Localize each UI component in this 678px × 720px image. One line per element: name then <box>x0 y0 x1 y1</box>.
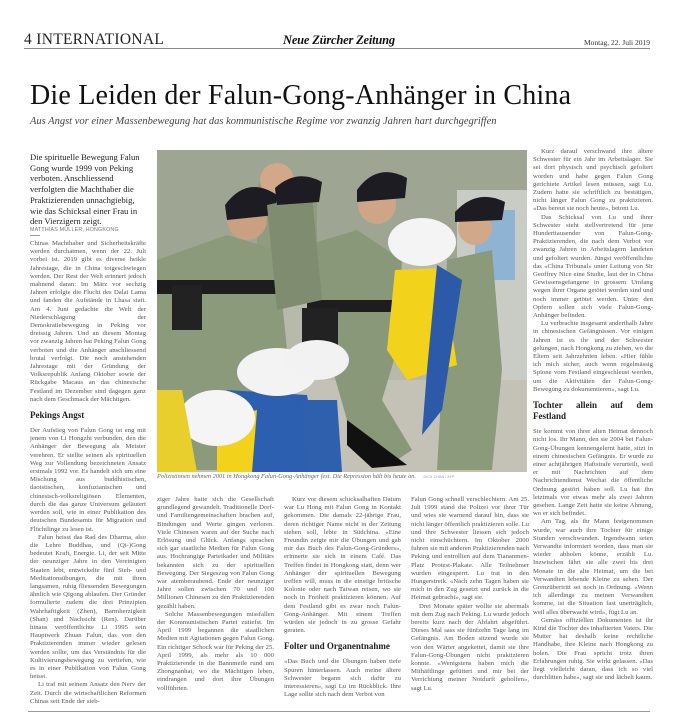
photo-caption-text: Polizistinnen nehmen 2001 in Hongkong Falun-Gong-Anhänger fest. Die Repression hält bis heute an. <box>157 473 416 480</box>
article-column-4 <box>411 496 529 706</box>
paragraph: Chinas Machthaber und Sicherheitskräfte werden durchatmen, wenn der 22. Juli vorbei ist. 2019 gibt es diverse heikle Jahrestage, die in China totgeschwiegen werden. Der Rest der Welt erinnert jedoch mahnend daran: Im März vor sechzig Jahren erfolgte die Flucht des Dalai Lama und fanden die Aufstände in Lhasa statt. Am 4. Juni gedachte die Welt der Niederschlagung der Demokratiebewegung in Peking vor dreissig Jahren. Und an diesem Montag vor zwanzig Jahren hat Peking Falun Gong verboten und die Anhänger anschliessend brutal verfolgt. Die noch anstehenden Jahrestage mit der Gründung der Volksrepublik Anfang Oktober sowie der Rückgabe Macaus an das chinesische Festland im Dezember sind dagegen ganz nach dem Geschmack der Mächtigen. <box>30 240 146 403</box>
masthead-divider <box>24 48 650 49</box>
paragraph: Solche Massenbewegungen missfallen der Kommunistischen Partei zutiefst. Im April 1999 begannen die staatlichen Medien mit Agitationen gegen Falun Gong. Ein richtiger Schock war für Peking der 25. April 1999, als mehr als 10 000 Praktizierende in die Bannmeile rund um Zhongnanhai, wo die Mächtigen leben, eindrangen und dort ihre Übungen vollführten. <box>157 610 274 692</box>
subheading-tochter-allein: Tochter allein auf dem Festland <box>533 400 653 422</box>
paragraph: Am Tag, als ihr Mann festgenommen wurde, war auch ihre Tochter für einige Stunden verschwunden. Irgendwann seien Verwandte informiert worden, dass man sie wieder abholen könne, erzählt Lu. Inzwischen fährt sie alle zwei bis drei Monate in die alte Heimat, um die bei Verwandten lebende Kleine zu sehen. Der Grenzübertritt sei noch in Ordnung. «Wenn ich allerdings zu meinen Verwandten komme, ist die Situation fast unerträglich, weil alles überwacht wird», fügt Lu an. <box>533 518 653 616</box>
article-column-3 <box>284 496 401 706</box>
paragraph: Der Aufstieg von Falun Gong ist eng mit jenem von Li Hongzhi verbunden, den die Anhänger der Bewegung als Meister verehren. Er stellte seinen als spirituellen Weg zur Vollendung bezeichneten Ansatz erstmals 1992 vor. Es handelt sich um eine Mischung aus buddhistischen, daoistischen, konfuzianischen und chinesisch-volksreligiösen Elementen, durch die das ganze Universum geläutert werden soll, wie in einer Publikation des deutschen Bundesamts für Migration und Flüchtlinge zu lesen ist. <box>30 427 146 533</box>
paragraph: Falun heisst das Rad des Dharma, also die Lehre Buddhas, und (Qi-)Gong bedeutet Kraft, Energie. Li, der seit Mitte der neunziger Jahre in den Vereinigten Staaten lebt, entwickelte fünf Steh- und Meditationsübungen, die mit ihren langsamen, ruhig fliessenden Bewegungen ähnlich wie Qigong ablaufen. Der Gründer formulierte zudem die drei Prinzipien Wahrhaftigkeit (Zhen), Barmherzigkeit (Shan) und Nachsicht (Ren). Darüber hinaus veröffentlichte Li 1995 sein Hauptwerk Zhuan Falun, das von den Praktizierenden immer wieder gelesen werden sollte, um das Verständnis für die Kultivierungsbewegung zu vertiefen, wie es in einer Publikation von Falun Gong heisst. <box>30 533 146 681</box>
article-subtitle: Aus Angst vor einer Massenbewegung hat das kommunistische Regime vor zwanzig Jahren hart durchgegriffen <box>30 116 497 127</box>
paragraph: «Das Buch und die Übungen haben tiefe Spuren hinterlassen. Auch meine ältere Schwester begann sich dafür zu interessieren», sagt Lu im Rückblick. Ihre Lage sollte sich nach dem Verbot von <box>284 658 401 699</box>
byline: MATTHIAS MÜLLER, HONGKONG <box>30 227 119 233</box>
page-number: 4 <box>24 31 33 48</box>
subheading-folter-und-organentnahme: Folter und Organentnahme <box>284 641 390 652</box>
photo-credit: DICK CHAN / AFP <box>423 475 455 479</box>
page-bottom-divider <box>28 711 650 712</box>
photo-caption <box>157 473 527 480</box>
article-headline: Die Leiden der Falun-Gong-Anhänger in China <box>30 80 572 111</box>
issue-date: Montag, 22. Juli 2019 <box>583 38 650 47</box>
paragraph: Gemäss offiziellen Dokumenten ist ihr Kind die Tochter des inhaftierten Vaters. Die Mutter hat deshalb keine rechtliche Handhabe, ihre Kleine nach Hongkong zu holen. Die Frau spricht trotz ihren Erfahrungen ruhig. Sie wirkt gelassen. «Das liegt vielleicht daran, dass ich so viel durchlitten habe», sagt sie und lächelt kaum. <box>533 616 653 682</box>
article-column-1 <box>30 240 146 705</box>
paragraph: Sie kommt von ihrer alten Heimat dennoch nicht los. Ihr Mann, den sie 2004 bei Falun-Gong-Übungen kennengelernt hatte, sitzt in einem chinesischen Gefängnis. Er wurde zu einer achtjährigen Haftstrafe verurteilt, weil er mit Nachrichten auf dem Nachrichtendienst Wechat die öffentliche Ordnung gestört haben soll. Lu hat ihn letztmals vor etwas mehr als zwei Jahren gesehen. Lange Zeit hatte sie keine Ahnung, wo er sich befindet. <box>533 428 653 518</box>
article-photo <box>157 150 527 472</box>
article-lead: Die spirituelle Bewegung Falun Gong wurde 1999 von Peking verboten. Anschliessend verfolgten die Machthaber die Praktizierenden unnachgiebig, wie das Schicksal einer Frau in den Vierzigern zeigt. <box>30 152 140 227</box>
paragraph: Das Schicksal von Lu und ihrer Schwester steht stellvertretend für jene Hunderttausender von Falun-Gong-Praktizierenden, die nach dem Verbot vor zwanzig Jahren in Arbeitslagern landeten und gefoltert wurden. Jüngst veröffentlichte das «China Tribunal» unter Leitung von Sir Geoffrey Nice eine Studie, laut der in China Gewissensgefangene in grossem Umfang wegen ihrer Organe getötet worden sind und noch immer getötet werden. Unter den Opfern sollen sich viele Falun-Gong-Anhänger befinden. <box>533 213 653 320</box>
section-name: INTERNATIONAL <box>36 31 165 48</box>
paragraph: Kurz vor diesem schicksalhaften Datum war Lu Hong mit Falun Gong in Kontakt gekommen. Die damals 22-jährige Frau, deren richtiger Name nicht in der Zeitung stehen soll, lebte in Südchina. «Eine Freundin zeigte mir die Übungen und gab mir das Buch des Falun-Gong-Gründers», erinnerte sie sich in einem Café. Das Treffen findet in Hongkong statt, denn wer Anhänger der spirituellen Bewegung treffen will, muss in die einstige britische Kolonie oder nach Taiwan reisen, wo sie noch in Freiheit praktizieren können. Auf dem Festland gibt es zwar noch Falun-Gong-Anhänger. Mit einem Treffen würden sie jedoch in zu grosse Gefahr geraten. <box>284 496 401 635</box>
paragraph: Lu verbrachte insgesamt anderthalb Jahre in chinesischen Gefängnissen. Vor einigen Jahren ist es ihr und der Schwester gelungen, nach Hongkong zu ziehen, wo die Eltern seit Jahrzehnten leben. «Hier fühle ich mich sicher, auch wenn regelmässig Spione vom Festland eingeschleust werden, um die Aktivitäten der Falun-Gong-Bewegung zu dokumentieren», sagt Lu. <box>533 320 653 393</box>
paragraph: Falun Gong schnell verschlechtern. Am 25. Juli 1999 stand die Polizei vor ihrer Tür und wies sie warnend darauf hin, dass sie nicht länger öffentlich praktizieren solle. Lu und ihre Schwester liessen sich jedoch nicht einschüchtern. Im Oktober 2000 fuhren sie mit anderen Praktizierenden nach Peking und entrollten auf dem Tiananmen-Platz Protest-Plakate. Alle Teilnehmer wurden eingesperrt. Lu trat in den Hungerstreik. «Nach zehn Tagen haben sie mich in den Zug gesetzt und zurück in die Heimat gebracht», sagt sie. <box>411 496 529 602</box>
paragraph: ziger Jahre hatte sich die Gesellschaft grundlegend gewandelt. Traditionelle Dorf- und Familiengemeinschaften brachen auf, Bindungen und Werte gingen verloren. Viele Chinesen waren auf der Suche nach Erlösung und Glück. Anfangs sprachen sich gar staatliche Medien für Falun Gong aus. Hochrangige Parteikader und Militärs bekannten sich zu der spirituellen Bewegung. Der Siegeszug von Falun Gong war atemberaubend. Ende der neunziger Jahre sollen zwischen 70 und 100 Millionen Chinesen zu den Praktizierenden gezählt haben. <box>157 496 274 610</box>
article-column-5 <box>533 148 653 708</box>
article-column-2 <box>157 496 274 706</box>
photo-illustration <box>157 150 527 472</box>
paragraph: Kurz darauf verschwand ihre ältere Schwester für ein Jahr im Arbeitslager. Sie sei dort physisch und psychisch gefoltert worden und habe gegen Falun Gong gerichtete Artikel lesen müssen, sagt Lu. Zudem hatte sie schriftlich zu bestätigen, nicht länger Falun Gong zu praktizieren. «Das bereut sie noch heute», betont Lu. <box>533 148 653 213</box>
paragraph: Li traf mit seinem Ansatz den Nerv der Zeit. Durch die wirtschaftlichen Reformen Chinas seit Ende der sieb- <box>30 681 146 705</box>
paragraph: Drei Monate später wollte sie abermals mit dem Zug nach Peking. Lu wurde jedoch bereits kurz nach der Abfahrt abgeführt. Dieses Mal sass sie fünfzehn Tage lang im Gefängnis. Am Boden sitzend wurde sie von den Wärter angekettet, damit sie ihre Falun-Gong-Übungen nicht praktizieren konnte. «Wenigstens haben mich die Mithäftlinge gefüttert und mir bei der Verrichtung meiner Notdurft geholfen», sagt Lu. <box>411 602 529 692</box>
subheading-pekings-angst: Pekings Angst <box>30 410 85 421</box>
byline-divider <box>30 235 40 236</box>
newspaper-logo: Neue Zürcher Zeitung <box>283 33 395 47</box>
